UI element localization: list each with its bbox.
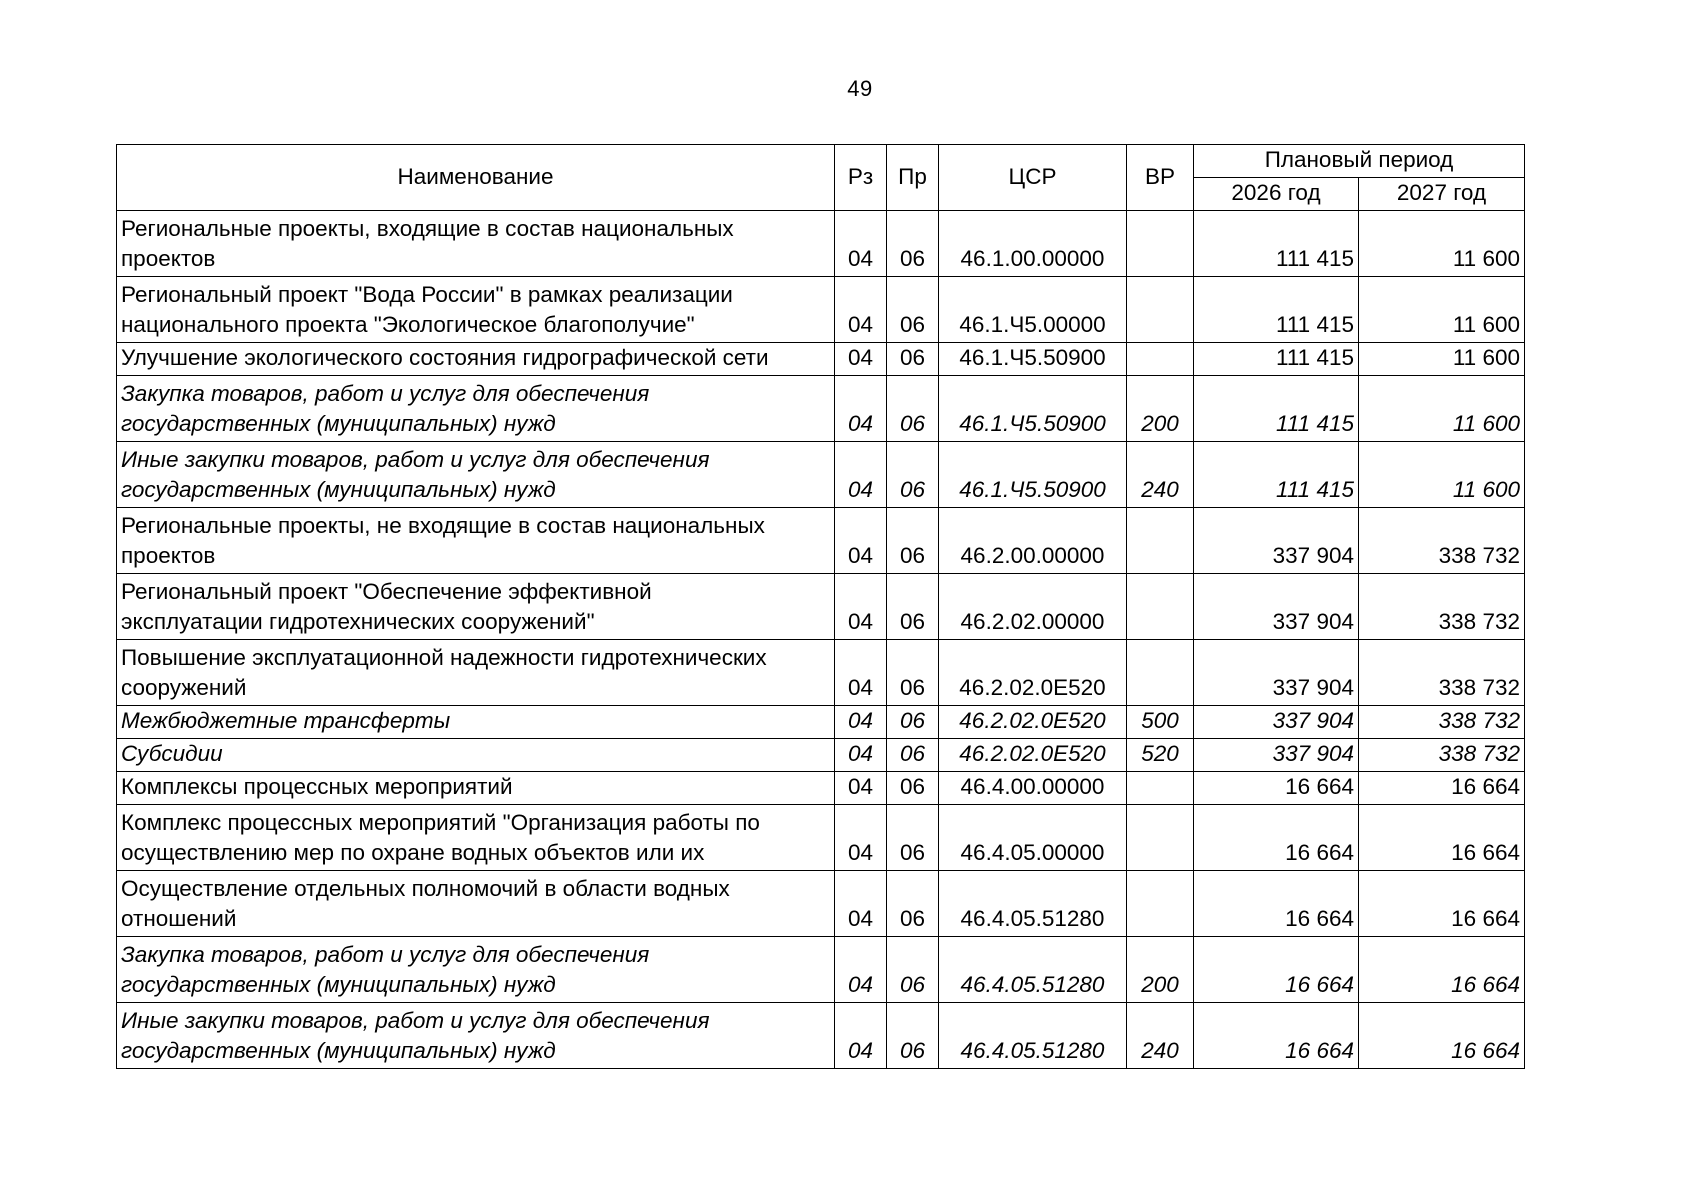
row-name-cell: Региональные проекты, не входящие в состав национальных проектов: [117, 508, 835, 574]
row-2026-cell: 337 904: [1194, 739, 1359, 772]
row-vr-cell: 520: [1127, 739, 1194, 772]
row-rz-cell: 04: [835, 277, 887, 343]
row-csr-cell: 46.4.05.00000: [939, 805, 1127, 871]
table-row: [117, 739, 1525, 772]
row-2026-cell: 337 904: [1194, 508, 1359, 574]
row-2026-cell: 337 904: [1194, 574, 1359, 640]
row-vr-cell: [1127, 277, 1194, 343]
table-row: [117, 442, 1525, 508]
row-rz-cell: 04: [835, 640, 887, 706]
row-pr-cell: 06: [887, 343, 939, 376]
table-row: [117, 937, 1525, 1003]
row-csr-cell: 46.1.Ч5.50900: [939, 343, 1127, 376]
row-2027-cell: 16 664: [1359, 772, 1525, 805]
row-pr-cell: 06: [887, 442, 939, 508]
row-2026-cell: 16 664: [1194, 1003, 1359, 1069]
row-csr-cell: 46.1.Ч5.00000: [939, 277, 1127, 343]
row-pr-cell: 06: [887, 376, 939, 442]
header-year-2026: 2026 год: [1194, 178, 1359, 211]
row-2027-cell: 11 600: [1359, 376, 1525, 442]
row-name-cell: Иные закупки товаров, работ и услуг для обеспечения государственных (муниципальных) нужд: [117, 1003, 835, 1069]
row-pr-cell: 06: [887, 805, 939, 871]
row-2027-cell: 11 600: [1359, 211, 1525, 277]
row-2026-cell: 111 415: [1194, 376, 1359, 442]
row-pr-cell: 06: [887, 640, 939, 706]
row-2027-cell: 338 732: [1359, 640, 1525, 706]
budget-table: [116, 144, 1525, 1069]
row-pr-cell: 06: [887, 277, 939, 343]
table-row: [117, 574, 1525, 640]
row-csr-cell: 46.2.02.0Е520: [939, 706, 1127, 739]
row-rz-cell: 04: [835, 343, 887, 376]
row-name-cell: Закупка товаров, работ и услуг для обеспечения государственных (муниципальных) нужд: [117, 376, 835, 442]
table-body: [117, 211, 1525, 1069]
row-name-cell: Улучшение экологического состояния гидрографической сети: [117, 343, 835, 376]
row-rz-cell: 04: [835, 442, 887, 508]
row-vr-cell: [1127, 343, 1194, 376]
row-2027-cell: 16 664: [1359, 805, 1525, 871]
row-2027-cell: 16 664: [1359, 871, 1525, 937]
row-vr-cell: [1127, 772, 1194, 805]
row-pr-cell: 06: [887, 211, 939, 277]
row-rz-cell: 04: [835, 508, 887, 574]
header-vr: ВР: [1127, 145, 1194, 211]
row-vr-cell: [1127, 508, 1194, 574]
row-vr-cell: 240: [1127, 442, 1194, 508]
row-csr-cell: 46.2.02.00000: [939, 574, 1127, 640]
header-rz: Рз: [835, 145, 887, 211]
row-pr-cell: 06: [887, 739, 939, 772]
row-vr-cell: [1127, 805, 1194, 871]
row-2027-cell: 11 600: [1359, 343, 1525, 376]
row-2027-cell: 11 600: [1359, 277, 1525, 343]
row-csr-cell: 46.4.05.51280: [939, 871, 1127, 937]
row-csr-cell: 46.1.00.00000: [939, 211, 1127, 277]
row-2026-cell: 111 415: [1194, 211, 1359, 277]
row-csr-cell: 46.4.05.51280: [939, 937, 1127, 1003]
row-name-cell: Субсидии: [117, 739, 835, 772]
row-rz-cell: 04: [835, 211, 887, 277]
row-name-cell: Региональные проекты, входящие в состав национальных проектов: [117, 211, 835, 277]
table-row: [117, 871, 1525, 937]
row-2026-cell: 111 415: [1194, 277, 1359, 343]
row-2027-cell: 11 600: [1359, 442, 1525, 508]
row-vr-cell: 240: [1127, 1003, 1194, 1069]
row-csr-cell: 46.1.Ч5.50900: [939, 442, 1127, 508]
row-rz-cell: 04: [835, 805, 887, 871]
header-planned-period: Плановый период: [1194, 145, 1525, 178]
header-name: Наименование: [117, 145, 835, 211]
row-name-cell: Иные закупки товаров, работ и услуг для обеспечения государственных (муниципальных) нужд: [117, 442, 835, 508]
row-pr-cell: 06: [887, 772, 939, 805]
table-row: [117, 805, 1525, 871]
row-name-cell: Осуществление отдельных полномочий в области водных отношений: [117, 871, 835, 937]
row-2026-cell: 16 664: [1194, 772, 1359, 805]
header-csr: ЦСР: [939, 145, 1127, 211]
row-rz-cell: 04: [835, 937, 887, 1003]
row-vr-cell: 200: [1127, 937, 1194, 1003]
row-vr-cell: [1127, 574, 1194, 640]
row-pr-cell: 06: [887, 706, 939, 739]
row-csr-cell: 46.2.02.0Е520: [939, 739, 1127, 772]
row-2027-cell: 338 732: [1359, 739, 1525, 772]
row-pr-cell: 06: [887, 871, 939, 937]
row-2027-cell: 16 664: [1359, 937, 1525, 1003]
table-row: [117, 1003, 1525, 1069]
row-csr-cell: 46.4.05.51280: [939, 1003, 1127, 1069]
row-name-cell: Повышение эксплуатационной надежности гидротехнических сооружений: [117, 640, 835, 706]
row-2027-cell: 338 732: [1359, 574, 1525, 640]
row-2026-cell: 337 904: [1194, 706, 1359, 739]
row-pr-cell: 06: [887, 508, 939, 574]
table-row: [117, 277, 1525, 343]
row-2027-cell: 338 732: [1359, 706, 1525, 739]
row-vr-cell: [1127, 871, 1194, 937]
row-2027-cell: 16 664: [1359, 1003, 1525, 1069]
table-row: [117, 211, 1525, 277]
row-vr-cell: [1127, 211, 1194, 277]
table-row: [117, 706, 1525, 739]
row-rz-cell: 04: [835, 574, 887, 640]
row-rz-cell: 04: [835, 1003, 887, 1069]
table-row: [117, 376, 1525, 442]
row-csr-cell: 46.4.00.00000: [939, 772, 1127, 805]
table-row: [117, 640, 1525, 706]
row-2026-cell: 337 904: [1194, 640, 1359, 706]
row-name-cell: Межбюджетные трансферты: [117, 706, 835, 739]
row-vr-cell: 200: [1127, 376, 1194, 442]
row-2026-cell: 16 664: [1194, 805, 1359, 871]
table-row: [117, 343, 1525, 376]
row-csr-cell: 46.2.02.0Е520: [939, 640, 1127, 706]
row-csr-cell: 46.1.Ч5.50900: [939, 376, 1127, 442]
row-rz-cell: 04: [835, 376, 887, 442]
table-header: [117, 145, 1525, 211]
table-row: [117, 772, 1525, 805]
row-name-cell: Региональный проект "Обеспечение эффективной эксплуатации гидротехнических сооружений": [117, 574, 835, 640]
row-rz-cell: 04: [835, 739, 887, 772]
row-rz-cell: 04: [835, 706, 887, 739]
row-pr-cell: 06: [887, 1003, 939, 1069]
header-pr: Пр: [887, 145, 939, 211]
row-2026-cell: 111 415: [1194, 343, 1359, 376]
row-name-cell: Комплексы процессных мероприятий: [117, 772, 835, 805]
row-2026-cell: 16 664: [1194, 937, 1359, 1003]
row-name-cell: Комплекс процессных мероприятий "Организация работы по осуществлению мер по охране водных объектов или их: [117, 805, 835, 871]
row-name-cell: Закупка товаров, работ и услуг для обеспечения государственных (муниципальных) нужд: [117, 937, 835, 1003]
page-number: 49: [847, 76, 873, 101]
row-name-cell: Региональный проект "Вода России" в рамках реализации национального проекта "Экологическое благополучие": [117, 277, 835, 343]
table-row: [117, 508, 1525, 574]
row-csr-cell: 46.2.00.00000: [939, 508, 1127, 574]
row-2026-cell: 111 415: [1194, 442, 1359, 508]
row-pr-cell: 06: [887, 574, 939, 640]
row-rz-cell: 04: [835, 871, 887, 937]
header-year-2027: 2027 год: [1359, 178, 1525, 211]
row-vr-cell: [1127, 640, 1194, 706]
row-2027-cell: 338 732: [1359, 508, 1525, 574]
row-2026-cell: 16 664: [1194, 871, 1359, 937]
row-rz-cell: 04: [835, 772, 887, 805]
row-pr-cell: 06: [887, 937, 939, 1003]
row-vr-cell: 500: [1127, 706, 1194, 739]
